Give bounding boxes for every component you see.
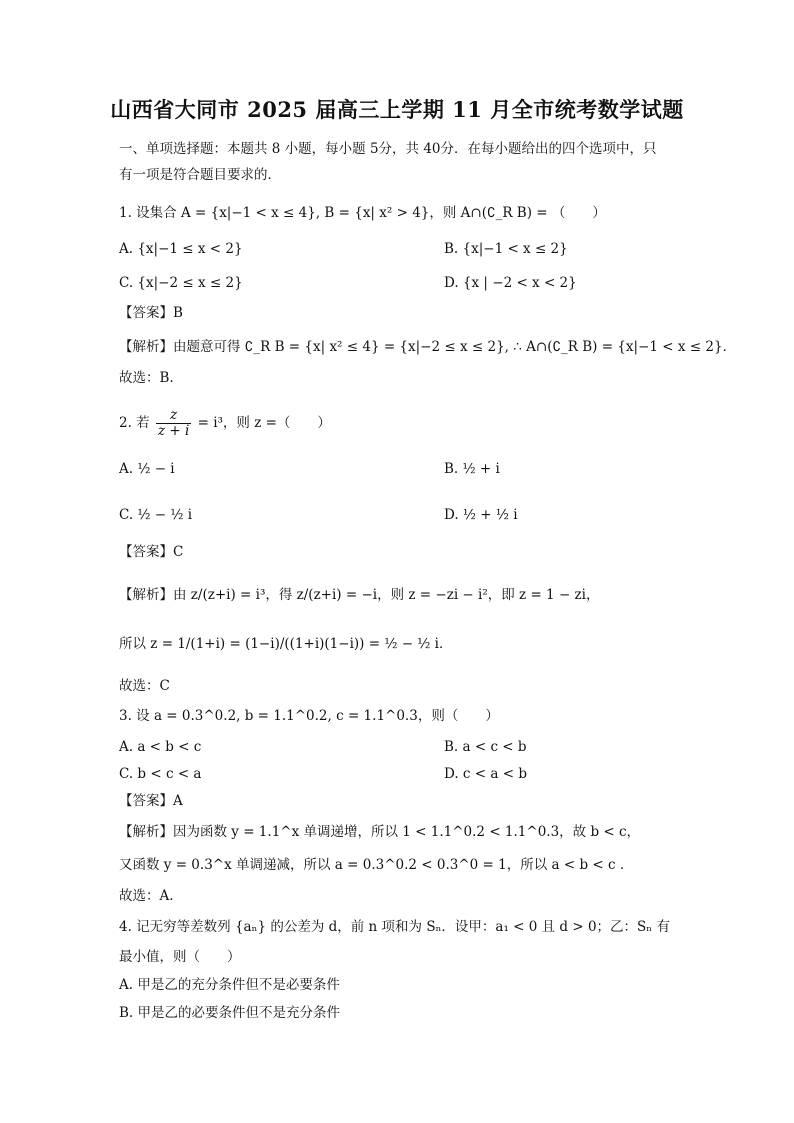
- q3-option-b: B. a < c < b: [444, 739, 527, 755]
- q3-analysis-line1: 【解析】因为函数 y = 1.1^x 单调递增，所以 1 < 1.1^0.2 < 1.1^0.3，故 b < c，: [119, 824, 641, 840]
- q2-analysis-line2: 所以 z = 1/(1+i) = (1−i)/((1+i)(1−i)) = ½ − ½ i．: [119, 636, 453, 652]
- q3-stem: 3. 设 a = 0.3^0.2, b = 1.1^0.2, c = 1.1^0.3，则（ ）: [119, 708, 499, 724]
- q3-option-a: A. a < b < c: [119, 739, 202, 755]
- q4-stem-line1: 4. 记无穷等差数列 {aₙ} 的公差为 d，前 n 项和为 Sₙ．设甲：a₁ < 0 且 d > 0；乙：Sₙ 有: [119, 919, 670, 935]
- page-title: 山西省大同市 2025 届高三上学期 11 月全市统考数学试题: [110, 97, 684, 122]
- q2-fraction: $\frac{z}{z + i}$: [157, 407, 190, 439]
- q1-option-b: B. {x|−1 < x ≤ 2}: [444, 241, 568, 257]
- q2-answer: 【答案】C: [119, 544, 184, 560]
- q3-answer: 【答案】A: [119, 793, 183, 809]
- q2-option-d: D. ½ + ½ i: [444, 507, 518, 523]
- q2-option-b: B. ½ + i: [444, 461, 500, 477]
- q2-option-a: A. ½ − i: [119, 461, 175, 477]
- q4-option-b: B. 甲是乙的必要条件但不是充分条件: [119, 1005, 341, 1021]
- q3-option-d: D. c < a < b: [444, 766, 527, 782]
- q2-stem: [119, 408, 331, 439]
- q1-analysis: 【解析】由题意可得 ∁_R B = {x| x² ≤ 4} = {x|−2 ≤ x ≤ 2}, ∴ A∩(∁_R B) = {x|−1 < x ≤ 2}．: [119, 339, 737, 355]
- q3-analysis-line2: 又函数 y = 0.3^x 单调递减，所以 a = 0.3^0.2 < 0.3^0 = 1，所以 a < b < c ．: [119, 857, 634, 873]
- q1-stem: 1. 设集合 A = {x|−1 < x ≤ 4}, B = {x| x² > 4}，则 A∩(∁_R B) = （ ）: [119, 205, 606, 221]
- q1-option-d: D. {x | −2 < x < 2}: [444, 275, 577, 291]
- q2-choose: 故选：C: [119, 678, 170, 694]
- q2-stem-prefix: 2. 若: [119, 415, 150, 431]
- section-instructions-line2: 有一项是符合题目要求的．: [119, 167, 281, 183]
- q1-choose: 故选：B.: [119, 370, 174, 386]
- q1-option-a: A. {x|−1 ≤ x < 2}: [119, 241, 243, 257]
- q1-option-c: C. {x|−2 ≤ x ≤ 2}: [119, 275, 243, 291]
- q2-stem-suffix: = i³，则 z =（ ）: [197, 415, 331, 431]
- q2-analysis-line1: 【解析】由 z/(z+i) = i³，得 z/(z+i) = −i，则 z = −zi − i²，即 z = 1 − zi，: [119, 587, 600, 603]
- q3-choose: 故选：A.: [119, 888, 174, 904]
- section-instructions-line1: 一、单项选择题：本题共 8 小题，每小题 5分，共 40分．在每小题给出的四个选项中，只: [119, 141, 657, 157]
- q2-option-c: C. ½ − ½ i: [119, 507, 193, 523]
- q4-stem-line2: 最小值，则（ ）: [119, 949, 241, 965]
- q3-option-c: C. b < c < a: [119, 766, 202, 782]
- q4-option-a: A. 甲是乙的充分条件但不是必要条件: [119, 977, 340, 993]
- q1-answer: 【答案】B: [119, 305, 183, 321]
